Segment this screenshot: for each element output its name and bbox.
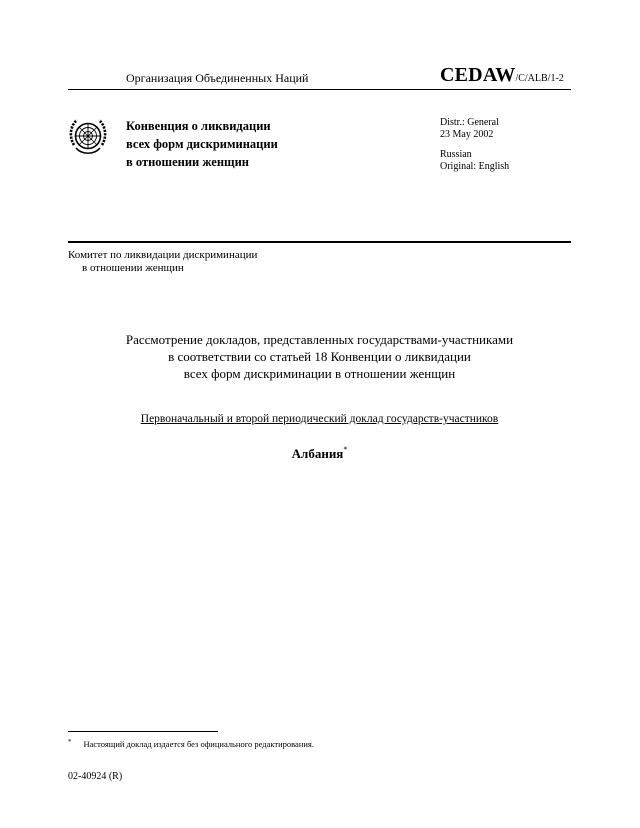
footnote-reference: * [343, 445, 348, 454]
footnote-rule [68, 731, 218, 732]
convention-title-line: всех форм дискриминации [126, 137, 278, 151]
document-language: Russian [440, 149, 472, 160]
heading-line: всех форм дискриминации в отношении женщин [183, 366, 456, 381]
document-number: 02-40924 (R) [68, 771, 123, 782]
header-rule [68, 89, 571, 90]
footnote [68, 738, 314, 749]
document-symbol-suffix: /C/ALB/1-2 [515, 73, 564, 84]
document-date: 23 May 2002 [440, 129, 494, 140]
committee-line: Комитет по ликвидации дискриминации [68, 249, 258, 261]
document-symbol-main: CEDAW [440, 64, 516, 86]
distribution-block [440, 117, 509, 173]
un-emblem-icon [66, 115, 110, 159]
committee-line: в отношении женщин [82, 262, 184, 274]
organization-name: Организация Объединенных Наций [126, 71, 309, 85]
heading-line: Рассмотрение докладов, представленных государствами-участниками [125, 332, 514, 347]
footnote-text: Настоящий доклад издается без официального редактирования. [83, 739, 314, 749]
footnote-mark: * [68, 738, 72, 746]
document-symbol [440, 64, 564, 87]
heading-line: в соответствии со статьей 18 Конвенции о ликвидации [168, 349, 471, 364]
country-title [68, 446, 571, 462]
distribution-status: Distr.: General [440, 117, 499, 128]
original-language: Original: English [440, 161, 510, 172]
convention-title-line: Конвенция о ликвидации [126, 119, 271, 133]
document-heading [68, 331, 571, 382]
convention-title [126, 117, 278, 171]
section-rule [68, 241, 571, 243]
convention-title-line: в отношении женщин [126, 155, 249, 169]
committee-name [68, 249, 257, 275]
report-subheading: Первоначальный и второй периодический доклад государств-участников [140, 413, 499, 425]
country-name: Албания [291, 446, 344, 461]
